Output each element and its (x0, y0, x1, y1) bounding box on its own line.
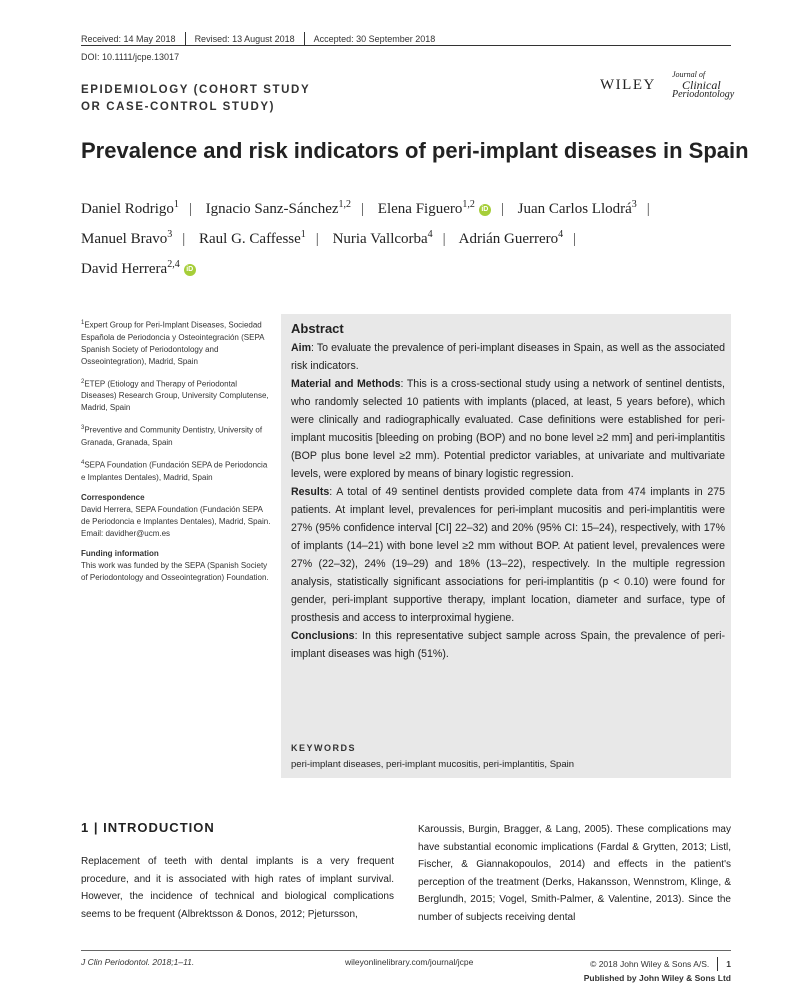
author[interactable]: Elena Figuero$^{1,2}$ iD (378, 201, 491, 217)
correspondence: David Herrera, SEPA Foundation (Fundación SEPA de Periodoncia e Implantes Dentales), Madrid, Spain. (81, 504, 271, 526)
journal-logo-line: Clinical (682, 78, 721, 92)
author[interactable]: Nuria Vallcorba$^4$ (332, 229, 433, 247)
publisher-logo: WILEY (600, 77, 656, 93)
author[interactable]: Ignacio Sanz-Sánchez$^{1,2}$ (205, 199, 352, 217)
journal-logo (672, 70, 734, 100)
keywords: peri-implant diseases, peri-implant mucositis, peri-implantitis, Spain (291, 759, 574, 770)
article-dates (81, 32, 435, 46)
author[interactable]: Raul G. Caffesse$^1$ (199, 229, 306, 247)
divider (304, 32, 305, 46)
section-label-line: EPIDEMIOLOGY (COHORT STUDY (81, 84, 311, 96)
author[interactable]: Daniel Rodrigo$^1$ (81, 199, 179, 217)
intro-text-right: Karoussis, Burgin, Bragger, & Lang, 2005). These complications may have substantial economic implications (Fardal & Grytten, 2013; Listl, Fischer, & Giannakopoulos, 2014) and effects in the patient's perception of the treatment (Derks, Hakansson, Wennstrom, Klinge, & Berglundh, 2015; Vogel, Smith-Palmer, & Valentine, 2013). Since the number of subjects receiving dental (418, 824, 731, 923)
citation: J Clin Periodontol. 2018;1–11. (81, 957, 195, 967)
header-rule (81, 45, 731, 46)
orcid-icon[interactable]: iD (479, 204, 491, 216)
affiliation: $^3$Preventive and Community Dentistry, University of Granada, Granada, Spain (81, 425, 263, 447)
correspondence-heading: Correspondence (81, 492, 145, 502)
copyright: © 2018 John Wiley & Sons A/S. (590, 959, 710, 969)
published-by: Published by John Wiley & Sons Ltd (583, 973, 731, 983)
affiliation: $^2$ETEP (Etiology and Therapy of Periodontal Diseases) Research Group, University Complutense, Madrid, Spain (81, 378, 269, 413)
abstract-methods: Material and Methods: This is a cross-sectional study using a network of sentinel dentists, who randomly selected 10 patients with implants (placed, at least, 5 years before), which were clinically and radiographically evaluated. Case definitions were established for peri-implant mucositis [bleeding on probing (BOP) and no bone level ≥2 mm] and peri-implantitis (BOP plus bone level ≥2 mm). Potential predictor variables, at univariate and multivariate levels, were explored by means of binary logistic regression. (291, 378, 725, 480)
footer-rule (81, 950, 731, 951)
author[interactable]: Adrián Guerrero$^4$ (458, 229, 564, 247)
journal-logo-line: Journal of (672, 70, 706, 79)
footer-publisher (560, 957, 731, 985)
journal-logo-line: Periodontology (672, 89, 735, 100)
affiliations (81, 317, 271, 592)
abstract-aim: Aim: To evaluate the prevalence of peri-implant diseases in Spain, as well as the associated risk indicators. (291, 342, 725, 372)
doi[interactable]: DOI: 10.1111/jcpe.13017 (81, 52, 180, 62)
orcid-icon[interactable]: iD (184, 264, 196, 276)
journal-url[interactable]: wileyonlinelibrary.com/journal/jcpe (345, 957, 474, 967)
affiliation: $^1$Expert Group for Peri-Implant Diseases, Sociedad Española de Periodoncia y Osteointegración (SEPA Spanish Society of Periodontology and Osseointegration), Madrid, Spain (81, 320, 265, 366)
divider (185, 32, 186, 46)
funding: This work was funded by the SEPA (Spanish Society of Periodontology and Osseointegration) Foundation. (81, 560, 269, 582)
author[interactable]: David Herrera$^{2,4}$ iD (81, 261, 196, 277)
author[interactable]: Manuel Bravo$^3$ (81, 229, 173, 247)
received-date: Received: 14 May 2018 (81, 34, 176, 44)
abstract-conclusions: Conclusions: In this representative subject sample across Spain, the prevalence of peri-implant diseases was high (51%). (291, 630, 725, 660)
section-label-line: OR CASE-CONTROL STUDY) (81, 101, 276, 113)
page-number: 1 (717, 957, 731, 971)
abstract-results: Results: A total of 49 sentinel dentists provided complete data from 474 implants in 275 patients. At implant level, prevalences for peri-implant mucositis and peri-implantitis were 27% (95% confidence interval [CI] 22–32) and 20% (95% CI: 15–24), respectively, with 17% of implants (14–21) with bone level ≥2 mm without BOP. At patient level, prevalences were 27% (22–32), 24% (19–29) and 18% (13–22), respectively. In the multiple regression analysis, statistically significant associations for peri-implantitis (p < 0.10) were found for gender, peri-implant supportive therapy, implant location, diameter and surface, type of prosthesis and access to interproximal hygiene. (291, 486, 725, 624)
section-label (81, 82, 351, 116)
abstract (291, 320, 725, 663)
correspondence-email[interactable]: Email: davidher@ucm.es (81, 528, 171, 538)
intro-heading: 1 | INTRODUCTION (81, 820, 215, 835)
accepted-date: Accepted: 30 September 2018 (313, 34, 436, 44)
revised-date: Revised: 13 August 2018 (194, 34, 295, 44)
author[interactable]: Juan Carlos Llodrá$^3$ (517, 199, 637, 217)
intro-text-left: Replacement of teeth with dental implants is a very frequent procedure, and it is associated with high rates of implant survival. However, the incidence of technical and biological complications seems to be frequent (Albrektsson & Donos, 2012; Pjetursson, (81, 856, 394, 920)
author-list: Daniel Rodrigo$^1$ | Ignacio Sanz-Sánchez$^{1,2}$ | Elena Figuero$^{1,2}$ iD | Juan Carlos Llodrá$^3$ | Manuel Bravo$^3$ | Raul G. Caffesse$^1$ | Nuria Vallcorba$^4$ | Adrián Guerrero$^4$ | David Herrera$^{2,4}$ iD (81, 199, 650, 277)
abstract-heading: Abstract (291, 321, 344, 336)
funding-heading: Funding information (81, 548, 159, 558)
keywords-heading: KEYWORDS (291, 743, 357, 753)
article-title: Prevalence and risk indicators of peri-implant diseases in Spain (81, 138, 749, 163)
affiliation: $^4$SEPA Foundation (Fundación SEPA de Periodoncia e Implantes Dentales), Madrid, Spain (81, 459, 268, 482)
